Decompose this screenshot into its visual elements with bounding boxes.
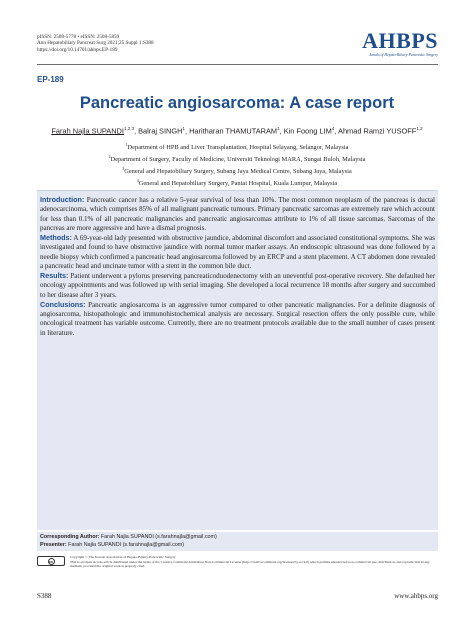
correspondence-panel bbox=[37, 531, 438, 551]
affiliation-item: $^3$General and Hepatobiliary Surgery, Subang Jaya Medical Centre, Subang Jaya, Malaysia bbox=[122, 166, 352, 176]
corresponding-author-line: Corresponding Author: Farah Najla SUPANDI (s.farahnajla@gmail.com) bbox=[40, 534, 217, 540]
author-name: Balraj SINGH bbox=[138, 126, 183, 136]
section-text: Pancreatic cancer has a relative 5-year survival of less than 10%. The most common neoplasm of the pancreas is ductal adenocarcinoma, which comprises 85% of all malignant pancreatic tumours. Primary pancreatic sarcomas are extremely rare which account for less than 0.1% of all pancreatic malignancies and pancreatic angiosarcomas attribute to 1% of all tissue sarcomas. Sarcomas of the pancreas are more aggressive and have a dismal prognosis. bbox=[40, 196, 435, 232]
section-heading: Methods: bbox=[40, 233, 72, 242]
license-block bbox=[37, 553, 438, 575]
abstract-conclusions bbox=[40, 300, 435, 338]
cc-badge: cc bbox=[48, 558, 54, 564]
corresponding-author-email[interactable]: Farah Najla SUPANDI (s.farahnajla@gmail.com) bbox=[100, 534, 217, 540]
section-heading: Results: bbox=[40, 271, 69, 280]
article-title: Pancreatic angiosarcoma: A case report bbox=[79, 94, 395, 112]
author-affil-sup: 1 bbox=[277, 126, 280, 131]
issn-line: pISSN: 2508-5778 • eISSN: 2508-5859 bbox=[37, 34, 120, 40]
author-name: Haritharan THAMUTARAM bbox=[189, 126, 278, 136]
journal-issue-line: Ann Hepatobiliary Pancreat Surg 2021;25 Suppl 1:S388 bbox=[37, 40, 154, 47]
section-heading: Conclusions: bbox=[40, 299, 86, 309]
journal-url[interactable]: www.ahbps.org bbox=[394, 592, 438, 600]
creative-commons-icon bbox=[37, 556, 65, 566]
abstract-introduction bbox=[40, 195, 435, 233]
abstract-body bbox=[37, 191, 438, 338]
author-name: Ahmad Ramzi YUSOFF bbox=[338, 126, 417, 136]
affiliation-item: $^1$Department of HPB and Liver Transplantation, Hospital Selayang, Selangor, Malaysia bbox=[125, 142, 349, 152]
journal-header-meta bbox=[37, 34, 154, 53]
author-name: Farah Najla SUPANDI bbox=[51, 126, 124, 136]
copyright-line: Copyright © The Korean Association of Hepato-Biliary-Pancreatic Surgery bbox=[70, 555, 176, 559]
section-text: A 69-year-old lady presented with obstructive jaundice, abdominal discomfort and associated constitutional symptoms. She was investigated and found to have obstructive jaundice with normal tumor marker assays. An endoscopic ultrasound was done followed by a needle biopsy which confirmed a pancreatic head angiosarcoma followed by an ERCP and a stent placement. A CT abdomen done revealed a pancreatic head and uncinate tumor with a stent in the common bile duct. bbox=[40, 234, 435, 270]
author-affil-sup: 1 bbox=[182, 126, 185, 131]
abstract-panel bbox=[37, 190, 438, 530]
author-affil-sup: 4 bbox=[331, 126, 335, 131]
affiliation-list bbox=[0, 140, 474, 189]
author-name: Kin Foong LIM bbox=[283, 126, 332, 136]
doi-link[interactable]: https://doi.org/10.14701/ahbps.EP-189 bbox=[37, 46, 118, 53]
poster-number: EP-189 bbox=[37, 75, 64, 84]
license-text bbox=[70, 555, 438, 569]
logo-text: AHBPS bbox=[362, 28, 438, 53]
section-text: Pancreatic angiosarcoma is an aggressive tumor compared to other pancreatic malignancies. For a definite diagnosis of angiosarcoma, histopathologic and immunohistochemical analysis are necessary. Surgical resection offers the only possible cure, while oncological treatment has variable outcome. Currently, there are no treatment protocols available due to the small number of cases present in literature. bbox=[40, 300, 435, 337]
license-terms: This is an Open Access article distributed under the terms of the Creative Commons Attribution Non-Commercial License (http://creativecommons.org/licenses/by-nc/4.0) which permits unrestricted non-commercial use, distribution, and reproduction in any medium, provided the original work is properly cited. bbox=[70, 559, 430, 569]
section-text: Patient underwent a pylorus preserving pancreaticoduodenectomy with an uneventful post-operative recovery. She defaulted her oncology appointments and was followed up with serial imaging. She developed a local recurrence 18 months after surgery and succumbed to her disease after 3 years. bbox=[40, 272, 435, 299]
header-divider bbox=[37, 64, 438, 65]
author-list: Farah Najla SUPANDI$^{1,2,3}$, Balraj SINGH$^1$, Haritharan THAMUTARAM$^1$, Kin Foong LIM$^4$, Ahmad Ramzi YUSOFF$^{1,2}$ bbox=[51, 126, 423, 136]
section-heading: Introduction: bbox=[40, 195, 85, 204]
page-number: S388 bbox=[37, 592, 52, 600]
logo-subtitle: Annals of Hepato-Biliary-Pancreatic Surgery bbox=[369, 53, 438, 57]
presenter-email[interactable]: Farah Najla SUPANDI (s.farahnajla@gmail.com) bbox=[68, 541, 185, 548]
journal-logo bbox=[362, 30, 438, 57]
author-affil-sup: 1,2,3 bbox=[123, 126, 134, 131]
author-affil-sup: 1,2 bbox=[416, 126, 423, 131]
abstract-results bbox=[40, 271, 435, 300]
affiliation-item: $^2$Department of Surgery, Faculty of Medicine, Universiti Teknologi MARA, Sungai Buloh, Malaysia bbox=[108, 154, 366, 164]
abstract-methods bbox=[40, 233, 435, 271]
affiliation-item: $^4$General and Hepatobiliary Surgery, Pantai Hospital, Kuala Lumpur, Malaysia bbox=[136, 178, 338, 188]
presenter-line: Presenter: Farah Najla SUPANDI (s.farahnajla@gmail.com) bbox=[40, 541, 185, 548]
